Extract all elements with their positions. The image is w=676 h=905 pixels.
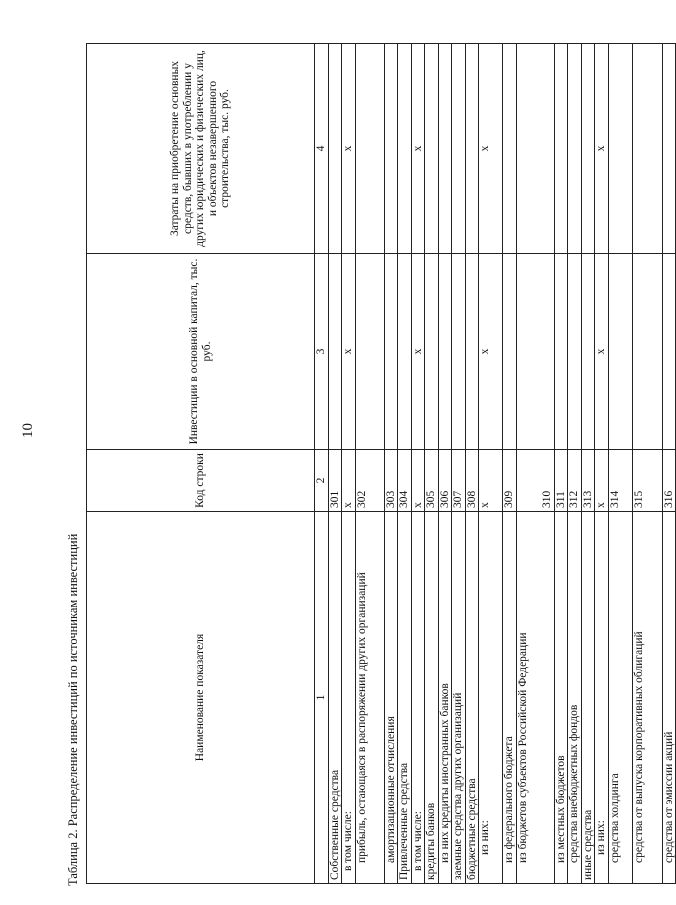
- table-row: [342, 44, 356, 884]
- row-label: заемные средства других организаций: [452, 512, 466, 884]
- header-indicator-name: Наименование показателя: [87, 512, 315, 884]
- fixed-capital-value: [568, 254, 582, 450]
- column-number: 3: [315, 254, 329, 450]
- fixed-capital-value: [384, 254, 398, 450]
- row-label: прибыль, остающаяся в распоряжении других организаций: [355, 512, 384, 884]
- row-code: 306: [438, 450, 452, 512]
- row-code: 309: [503, 450, 517, 512]
- fixed-capital-value: [328, 254, 342, 450]
- fixed-capital-value: [608, 254, 632, 450]
- row-label: из них:: [595, 512, 609, 884]
- fixed-capital-value: [503, 254, 517, 450]
- row-code: 316: [662, 450, 676, 512]
- table-row: [355, 44, 384, 884]
- fixed-capital-value: х: [411, 254, 425, 450]
- table-row: [328, 44, 342, 884]
- used-assets-value: х: [479, 44, 503, 254]
- table-row: [384, 44, 398, 884]
- fixed-capital-value: х: [479, 254, 503, 450]
- row-label: бюджетные средства: [465, 512, 479, 884]
- table-row: [452, 44, 466, 884]
- fixed-capital-value: х: [342, 254, 356, 450]
- fixed-capital-value: [465, 254, 479, 450]
- table-row: [516, 44, 554, 884]
- row-label: средства от выпуска корпоративных облигаций: [632, 512, 662, 884]
- row-code: х: [342, 450, 356, 512]
- table-row: [503, 44, 517, 884]
- used-assets-value: [568, 44, 582, 254]
- used-assets-value: [503, 44, 517, 254]
- row-code: 314: [608, 450, 632, 512]
- table-row: [632, 44, 662, 884]
- used-assets-value: [355, 44, 384, 254]
- used-assets-value: х: [342, 44, 356, 254]
- header-row-code: Код строки: [87, 450, 315, 512]
- used-assets-value: х: [595, 44, 609, 254]
- used-assets-value: [465, 44, 479, 254]
- column-number: 1: [315, 512, 329, 884]
- used-assets-value: [384, 44, 398, 254]
- row-code: 302: [355, 450, 384, 512]
- fixed-capital-value: [398, 254, 412, 450]
- fixed-capital-value: [554, 254, 568, 450]
- row-label: средства внебюджетных фондов: [568, 512, 582, 884]
- row-code: 305: [425, 450, 439, 512]
- used-assets-value: [632, 44, 662, 254]
- table-caption: Таблица 2. Распределение инвестиций по источникам инвестиций: [66, 533, 80, 886]
- column-number: 2: [315, 450, 329, 512]
- row-label: в том числе:: [342, 512, 356, 884]
- used-assets-value: [328, 44, 342, 254]
- fixed-capital-value: [452, 254, 466, 450]
- fixed-capital-value: [438, 254, 452, 450]
- table-row: [479, 44, 503, 884]
- row-code: 308: [465, 450, 479, 512]
- row-label: иные средства: [581, 512, 595, 884]
- used-assets-value: х: [411, 44, 425, 254]
- column-number: 4: [315, 44, 329, 254]
- table-row: [398, 44, 412, 884]
- used-assets-value: [438, 44, 452, 254]
- row-code: 310: [516, 450, 554, 512]
- row-label: средства от эмиссии акций: [662, 512, 676, 884]
- row-code: 313: [581, 450, 595, 512]
- row-label: из бюджетов субъектов Российской Федерации: [516, 512, 554, 884]
- fixed-capital-value: [632, 254, 662, 450]
- table-row: [554, 44, 568, 884]
- table-row: [411, 44, 425, 884]
- row-code: 312: [568, 450, 582, 512]
- row-code: 303: [384, 450, 398, 512]
- row-label: Привлеченные средства: [398, 512, 412, 884]
- fixed-capital-value: [516, 254, 554, 450]
- row-code: 311: [554, 450, 568, 512]
- row-code: х: [479, 450, 503, 512]
- table-row: [662, 44, 676, 884]
- row-label: из них кредиты иностранных банков: [438, 512, 452, 884]
- used-assets-value: [398, 44, 412, 254]
- table-row: [425, 44, 439, 884]
- row-label: кредиты банков: [425, 512, 439, 884]
- row-label: из местных бюджетов: [554, 512, 568, 884]
- fixed-capital-value: [425, 254, 439, 450]
- used-assets-value: [662, 44, 676, 254]
- table-row: [595, 44, 609, 884]
- row-code: 301: [328, 450, 342, 512]
- fixed-capital-value: х: [595, 254, 609, 450]
- used-assets-value: [554, 44, 568, 254]
- row-label: из федерального бюджета: [503, 512, 517, 884]
- rotated-page-content: [62, 36, 675, 886]
- fixed-capital-value: [581, 254, 595, 450]
- used-assets-value: [452, 44, 466, 254]
- header-used-assets-costs: Затраты на приобретение основных средств, бывших в употреблении у других юридических и физических лиц, и объектов незавершенного строительства, тыс. руб.: [87, 44, 315, 254]
- column-numbers-row: [315, 44, 329, 884]
- used-assets-value: [516, 44, 554, 254]
- header-fixed-capital-investment: Инвестиции в основной капитал, тыс. руб.: [87, 254, 315, 450]
- row-label: средства холдинга: [608, 512, 632, 884]
- used-assets-value: [581, 44, 595, 254]
- investment-sources-table: [86, 43, 676, 884]
- table-row: [608, 44, 632, 884]
- table-row: [438, 44, 452, 884]
- used-assets-value: [608, 44, 632, 254]
- row-label: амортизационные отчисления: [384, 512, 398, 884]
- row-label: из них:: [479, 512, 503, 884]
- row-code: 315: [632, 450, 662, 512]
- row-label: Собственные средства: [328, 512, 342, 884]
- fixed-capital-value: [662, 254, 676, 450]
- fixed-capital-value: [355, 254, 384, 450]
- table-row: [568, 44, 582, 884]
- header-row: [87, 44, 315, 884]
- table-row: [581, 44, 595, 884]
- used-assets-value: [425, 44, 439, 254]
- row-code: х: [595, 450, 609, 512]
- page-number: 10: [20, 423, 36, 438]
- table-row: [465, 44, 479, 884]
- row-label: в том числе:: [411, 512, 425, 884]
- row-code: 307: [452, 450, 466, 512]
- row-code: х: [411, 450, 425, 512]
- row-code: 304: [398, 450, 412, 512]
